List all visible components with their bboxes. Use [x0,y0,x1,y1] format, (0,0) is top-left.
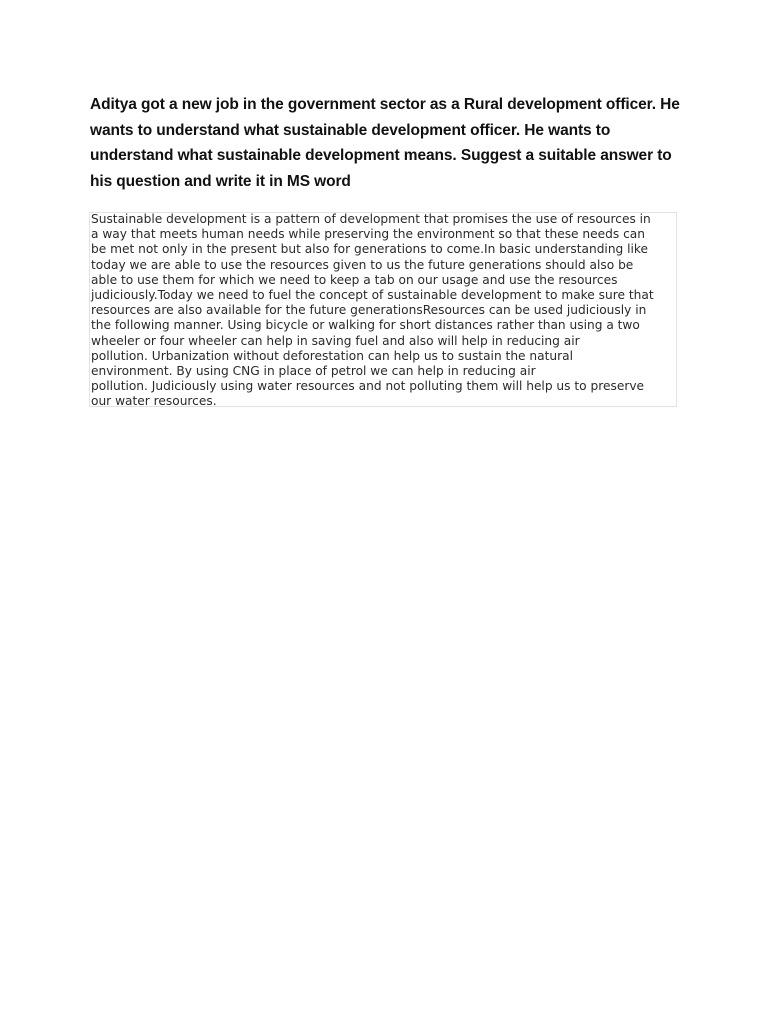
answer-paragraph: Sustainable development is a pattern of development that promises the use of resources in a way that meets human needs while preserving the environment so that these needs can be met not only in the present but also for generations to come.In basic understanding like today we are able to use the resources given to us the future generations should also be able to use them for which we need to keep a tab on our usage and use the resources judiciously.Today we need to fuel the concept of sustainable development to make sure that resources are also available for the future generationsResources can be used judiciously in the following manner. Using bicycle or walking for short distances rather than using a two wheeler or four wheeler can help in saving fuel and also will help in reducing air pollution. Urbanization without deforestation can help us to sustain the natural environment. By using CNG in place of petrol we can help in reducing air pollution. Judiciously using water resources and not polluting them will help us to preserve our water resources. [91,212,654,409]
question-heading: Aditya got a new job in the government sector as a Rural development officer. He wants to understand what sustainable development officer. He wants to understand what sustainable development means. Suggest a suitable answer to his question and write it in MS word [90,96,680,190]
